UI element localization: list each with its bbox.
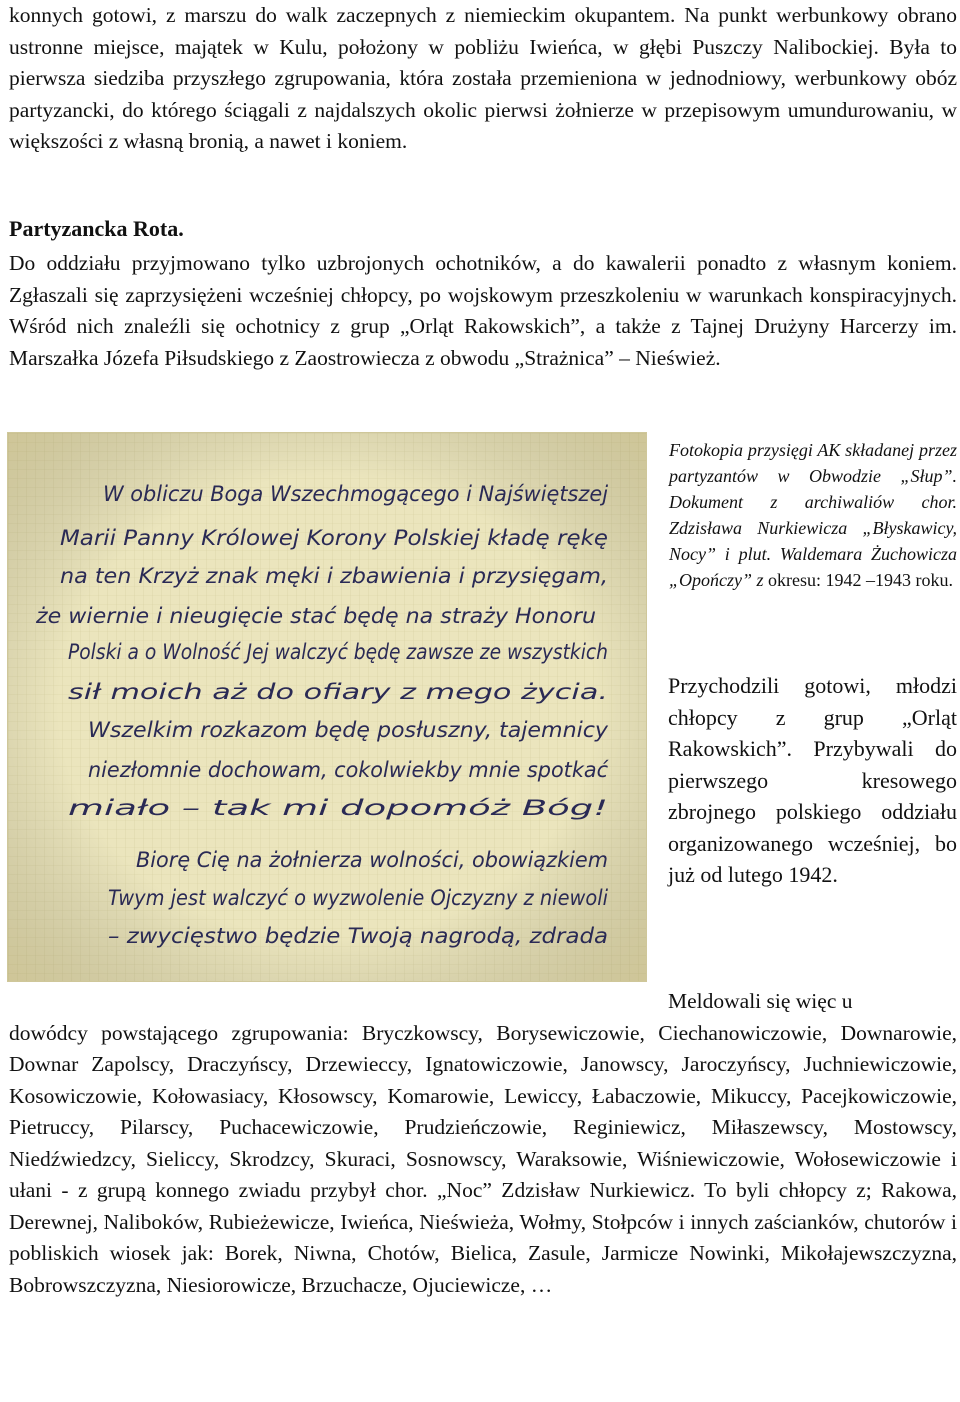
final-paragraph <box>9 986 957 1301</box>
oath-handwritten-line: Wszelkim rozkazom będę posłuszny, tajemnicy <box>88 718 609 742</box>
oath-handwritten-line: Polski a o Wolność Jej walczyć będę zawsze ze wszystkich <box>68 640 608 664</box>
final-paragraph-body: dowódcy powstającego zgrupowania: Bryczkowscy, Borysewiczowie, Ciechanowiczowie, Downarowie, Downar Zapolscy, Draczyńscy, Drzewieccy, Ignatowiczowie, Janowscy, Jaroczyńscy, Juchniewiczowie, Kosowiczowie, Kołowasiacy, Kłosowscy, Komarowie, Lewiccy, Łabaczowie, Mikuccy, Pacejkowiczowie, Pietruccy, Pilarscy, Puchacewiczowie, Prudzieńczowie, Reginiewicz, Miłaszewscy, Mostowscy, Niedźwiedzcy, Sieliccy, Skrodzcy, Skuraci, Sosnowscy, Waraksowie, Wiśniewiczowie, Wołosewiczowie i ułani - z grupą konnego zwiadu przybył chor. „Noc” Zdzisław Nurkiewicz. To byli chłopcy z; Rakowa, Derewnej, Naliboków, Rubieżewicze, Iwieńca, Nieświeża, Wołmy, Stołpców i innych zaścianków, chutorów i pobliskich wiosek jak: Borek, Niwna, Chotów, Bielica, Zasule, Jarmicze Nowinki, Mikołajewszczyzna, Bobrowszczyzna, Niesiorowicze, Brzuchacze, Ojuciewicze, … <box>9 1020 957 1297</box>
section-paragraph: Do oddziału przyjmowano tylko uzbrojonych ochotników, a do kawalerii ponadto z własnym koniem. Zgłaszali się zaprzysiężeni wcześniej chłopcy, po wojskowym przeszkoleniu w warunkach konspiracyjnych. Wśród nich znaleźli się ochotnicy z grup „Orląt Rakowskich”, a także z Tajnej Drużyny Harcerzy im. Marszałka Józefa Piłsudskiego z Zaostrowiecza z obwodu „Strażnica” – Nieśwież. <box>9 251 957 370</box>
oath-handwritten-line: Twym jest walczyć o wyzwolenie Ojczyzny z niewoli <box>108 886 609 910</box>
oath-handwritten-line: na ten Krzyż znak męki i zbawienia i przysięgam, <box>60 564 608 588</box>
oath-handwritten-line: Marii Panny Królowej Korony Polskiej kładę rękę <box>60 526 608 550</box>
final-paragraph-lead: Meldowali się więc u <box>668 989 853 1013</box>
caption-regular: okresu: 1942 –1943 roku. <box>768 570 953 590</box>
oath-handwritten-line: – zwycięstwo będzie Twoją nagrodą, zdrada <box>108 924 608 948</box>
oath-handwritten-line: sił moich aż do ofiary z mego życia. <box>68 680 608 704</box>
side-paragraph: Przychodzili gotowi, młodzi chłopcy z grup „Orląt Rakowskich”. Przybywali do pierwszego kresowego zbrojnego polskiego oddziału organizowanego wcześniej, bo już od lutego 1942. <box>668 673 957 887</box>
oath-handwritten-line: niezłomnie dochowam, cokolwiekby mnie spotkać <box>88 758 610 782</box>
section-heading: Partyzancka Rota. <box>9 216 184 241</box>
intro-paragraph: konnych gotowi, z marszu do walk zaczepnych z niemieckim okupantem. Na punkt werbunkowy obrano ustronne miejsce, majątek w Kulu, położony w pobliżu Iwieńca, w głębi Puszczy Nalibockiej. Była to pierwsza siedziba przyszłego zgrupowania, która została przemieniona w jednodniowy, werbunkowy obóz partyzancki, do którego ściągali z najdalszych okolic pierwsi żołnierze w przepisowym umundurowaniu, w większości z własną bronią, a nawet i koniem. <box>9 3 957 153</box>
oath-handwritten-line: W obliczu Boga Wszechmogącego i Najświętszej <box>103 482 609 506</box>
oath-handwritten-line: że wiernie i nieugięcie stać będę na straży Honoru <box>34 604 596 628</box>
oath-handwritten-line: miało – tak mi dopomóż Bóg! <box>68 796 608 820</box>
oath-document-photo <box>7 432 647 982</box>
caption-italic: Fotokopia przysięgi AK składanej przez partyzantów w Obwodzie „Słup”. Dokument z archiwaliów chor. Zdzisława Nurkiewicza „Błyskawicy, Nocy” i plut. Waldemara Żuchowicza „Opończy” z <box>669 440 957 590</box>
oath-handwritten-line: Biorę Cię na żołnierza wolności, obowiązkiem <box>136 848 608 872</box>
photo-caption <box>669 437 957 593</box>
